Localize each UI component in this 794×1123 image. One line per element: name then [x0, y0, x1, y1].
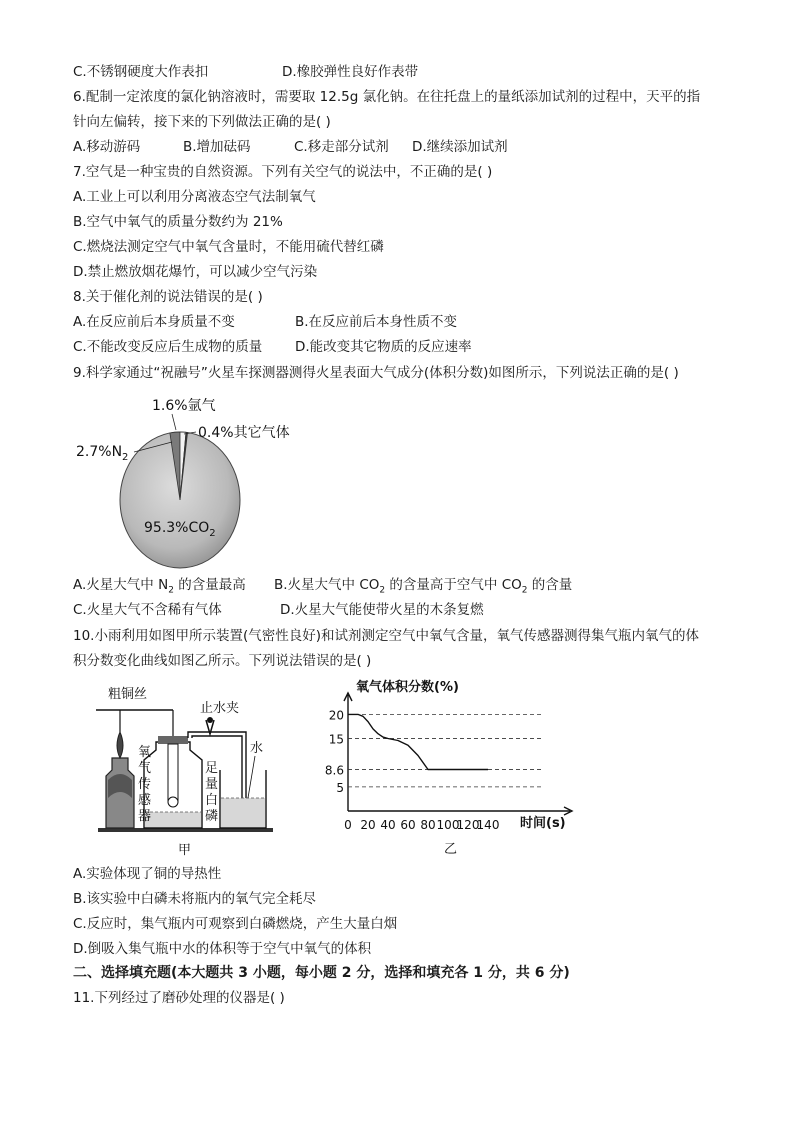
- q10-option-a: A.实验体现了铜的导热性: [73, 866, 222, 882]
- q8-option-c: C.不能改变反应后生成物的质量: [73, 339, 263, 355]
- q10-stem-line2: 积分数变化曲线如图乙所示。下列说法错误的是( ): [73, 653, 372, 669]
- pie-leader-line: [172, 414, 176, 430]
- caption-yi: 乙: [444, 842, 458, 857]
- graph-xtick-label: 140: [476, 818, 500, 832]
- graph-plot: [325, 693, 572, 832]
- pie-label-n2: $2.7\%N_2$: [76, 444, 129, 463]
- q5-option-c: C.不锈钢硬度大作表扣: [73, 64, 209, 80]
- graph-ytick-label: 5: [336, 780, 344, 795]
- q6-option-c: C.移走部分试剂: [294, 139, 389, 155]
- q10-option-d: D.倒吸入集气瓶中水的体积等于空气中氧气的体积: [73, 941, 372, 957]
- label-water: 水: [250, 741, 264, 756]
- q7-stem: 7.空气是一种宝贵的自然资源。下列有关空气的说法中，不正确的是( ): [73, 164, 493, 180]
- graph-xtick-label: 80: [420, 818, 436, 832]
- q5-option-d: D.橡胶弹性良好作表带: [282, 64, 419, 80]
- q10-option-c: C.反应时，集气瓶内可观察到白磷燃烧，产生大量白烟: [73, 916, 398, 932]
- label-oxygen-sensor: [138, 745, 151, 824]
- label-clamp: 止水夹: [200, 701, 240, 716]
- q7-option-b: B.空气中氧气的质量分数约为 21%: [73, 214, 283, 230]
- svg-text:白: 白: [205, 793, 219, 808]
- q10-option-b: B.该实验中白磷未将瓶内的氧气完全耗尽: [73, 891, 317, 907]
- section-2-title: 二、选择填充题(本大题共 3 小题，每小题 2 分，选择和填充各 1 分，共 6 分): [73, 965, 570, 981]
- q9-stem: 9.科学家通过“祝融号”火星车探测器测得火星表面大气成分(体积分数)如图所示，下列说法正确的是( ): [73, 365, 679, 381]
- graph-xtick-label: 0: [344, 818, 352, 832]
- svg-text:感: 感: [138, 793, 152, 808]
- apparatus-diagram: [78, 680, 278, 860]
- q9-option-a: A.火星大气中 $N_2$ 的含量最高: [73, 577, 246, 596]
- q8-stem: 8.关于催化剂的说法错误的是( ): [73, 289, 263, 305]
- svg-text:氧: 氧: [138, 745, 152, 760]
- q6-stem-line2: 针向左偏转，接下来的下列做法正确的是( ): [73, 114, 331, 130]
- graph-ytick-label: 8.6: [324, 763, 344, 778]
- oxygen-graph: [320, 675, 580, 860]
- graph-xtick-label: 20: [360, 818, 376, 832]
- svg-text:气: 气: [138, 761, 152, 776]
- svg-text:量: 量: [205, 777, 219, 792]
- label-copper-wire: 粗铜丝: [108, 687, 148, 702]
- graph-oxygen-curve: [348, 714, 488, 769]
- svg-text:足: 足: [205, 761, 219, 776]
- q9-option-c: C.火星大气不含稀有气体: [73, 602, 222, 618]
- q10-stem-line1: 10.小雨利用如图甲所示装置(气密性良好)和试剂测定空气中氧气含量，氧气传感器测得集气瓶内氧气的体: [73, 628, 700, 644]
- svg-text:磷: 磷: [205, 809, 219, 824]
- q7-option-c: C.燃烧法测定空气中氧气含量时，不能用硫代替红磷: [73, 239, 384, 255]
- svg-text:传: 传: [138, 777, 152, 792]
- q6-stem-line1: 6.配制一定浓度的氯化钠溶液时，需要取 12.5g 氯化钠。在往托盘上的量纸添加试剂的过程中，天平的指: [73, 89, 701, 105]
- q7-option-a: A.工业上可以利用分离液态空气法制氧气: [73, 189, 316, 205]
- label-white-phosphorus: [205, 761, 218, 824]
- q8-option-d: D.能改变其它物质的反应速率: [295, 339, 472, 355]
- graph-ylabel: 氧气体积分数(%): [356, 680, 459, 695]
- pie-label-other: 0.4%其它气体: [198, 425, 290, 441]
- pie-label-argon: 1.6%氩气: [152, 398, 216, 414]
- q6-option-d: D.继续添加试剂: [412, 139, 508, 155]
- q6-option-b: B.增加砝码: [183, 139, 251, 155]
- q7-option-d: D.禁止燃放烟花爆竹，可以减少空气污染: [73, 264, 318, 280]
- mars-atmosphere-pie-chart: [72, 390, 332, 570]
- q11-stem: 11.下列经过了磨砂处理的仪器是( ): [73, 990, 285, 1006]
- graph-xtick-label: 120: [456, 818, 480, 832]
- graph-xlabel: 时间(s): [520, 816, 566, 831]
- graph-ytick-label: 15: [328, 732, 344, 747]
- q9-option-d: D.火星大气能使带火星的木条复燃: [280, 602, 484, 618]
- graph-ytick-label: 20: [328, 708, 344, 723]
- graph-xtick-label: 60: [400, 818, 416, 832]
- graph-xtick-label: 100: [436, 818, 460, 832]
- graph-xtick-label: 40: [380, 818, 396, 832]
- caption-jia: 甲: [178, 843, 192, 858]
- q8-option-b: B.在反应前后本身性质不变: [295, 314, 458, 330]
- pie-label-co2: $95.3\%CO_2$: [144, 520, 216, 539]
- q9-option-b: B.火星大气中 $CO_2$ 的含量高于空气中 $CO_2$ 的含量: [274, 577, 573, 596]
- q8-option-a: A.在反应前后本身质量不变: [73, 314, 235, 330]
- svg-text:器: 器: [138, 809, 152, 824]
- q6-option-a: A.移动游码: [73, 139, 141, 155]
